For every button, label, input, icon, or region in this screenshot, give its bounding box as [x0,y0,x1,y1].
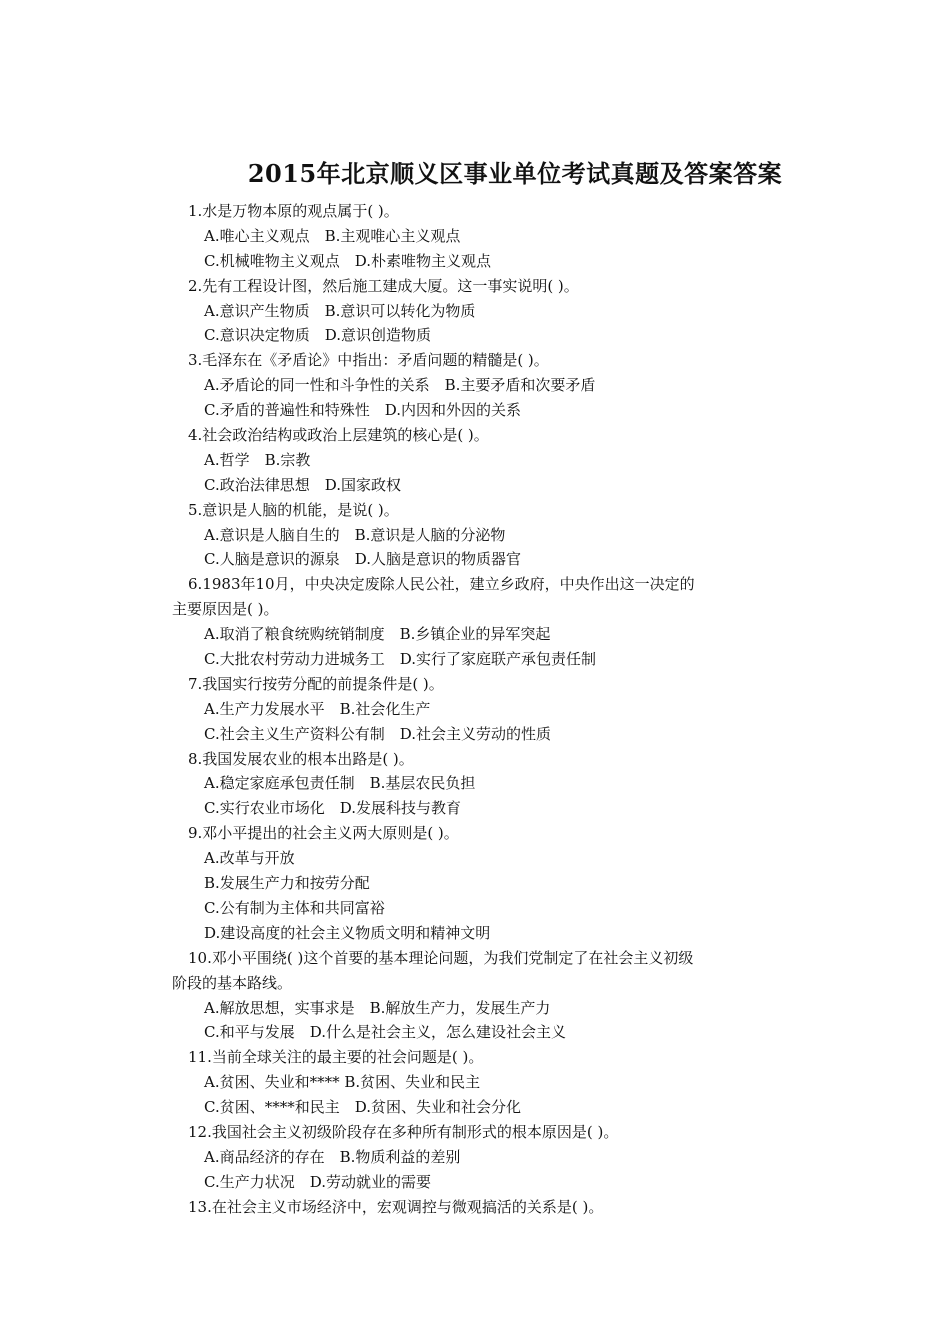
answer-options: C.机械唯物主义观点 D.朴素唯物主义观点 [204,251,491,270]
answer-options: A.哲学 B.宗教 [204,450,311,469]
answer-options: A.取消了粮食统购统销制度 B.乡镇企业的异军突起 [204,625,551,644]
answer-options: A.唯心主义观点 B.主观唯心主义观点 [204,226,461,245]
answer-options: C.人脑是意识的源泉 D.人脑是意识的物质器官 [204,550,521,569]
question-text: 8.我国发展农业的根本出路是( )。 [188,749,414,768]
answer-options: C.矛盾的普遍性和特殊性 D.内因和外因的关系 [204,401,521,420]
answer-options: A.商品经济的存在 B.物质利益的差别 [204,1147,461,1166]
answer-options: C.生产力状况 D.劳动就业的需要 [204,1172,431,1191]
answer-options: C.贫困、****和民主 D.贫困、失业和社会分化 [204,1098,521,1117]
answer-options: B.发展生产力和按劳分配 [204,874,370,893]
question-text: 4.社会政治结构或政治上层建筑的核心是( )。 [188,426,489,445]
answer-options: A.意识是人脑自生的 B.意识是人脑的分泌物 [204,525,506,544]
question-text: 13.在社会主义市场经济中，宏观调控与微观搞活的关系是( )。 [188,1197,604,1216]
answer-options: C.和平与发展 D.什么是社会主义，怎么建设社会主义 [204,1023,566,1042]
answer-options: A.改革与开放 [204,849,295,868]
answer-options: C.意识决定物质 D.意识创造物质 [204,326,431,345]
question-text: 5.意识是人脑的机能，是说( )。 [188,500,399,519]
answer-options: A.贫困、失业和**** B.贫困、失业和民主 [204,1073,481,1092]
question-text: 11.当前全球关注的最主要的社会问题是( )。 [188,1048,484,1067]
question-text: 2.先有工程设计图，然后施工建成大厦。这一事实说明( )。 [188,276,579,295]
page-title: 2015年北京顺义区事业单位考试真题及答案答案 [247,159,783,188]
answer-options: A.生产力发展水平 B.社会化生产 [204,699,431,718]
question-text: 9.邓小平提出的社会主义两大原则是( )。 [188,824,459,843]
question-text: 6.1983年10月，中央决定废除人民公社，建立乡政府，中央作出这一决定的 [188,575,695,594]
answer-options: A.意识产生物质 B.意识可以转化为物质 [204,301,476,320]
question-text: 1.水是万物本原的观点属于( )。 [188,202,399,220]
question-text: 10.邓小平围绕( )这个首要的基本理论问题，为我们党制定了在社会主义初级 [188,948,694,967]
question-text-continued: 主要原因是( )。 [172,600,279,619]
question-text: 12.我国社会主义初级阶段存在多种所有制形式的根本原因是( )。 [188,1122,619,1141]
answer-options: A.稳定家庭承包责任制 B.基层农民负担 [204,774,476,793]
answer-options: A.矛盾论的同一性和斗争性的关系 B.主要矛盾和次要矛盾 [204,376,596,395]
document-body [172,199,784,1220]
question-text-continued: 阶段的基本路线。 [172,973,293,992]
question-text: 3.毛泽东在《矛盾论》中指出：矛盾问题的精髓是( )。 [188,351,549,370]
answer-options: C.大批农村劳动力进城务工 D.实行了家庭联产承包责任制 [204,650,596,669]
answer-options: D.建设高度的社会主义物质文明和精神文明 [204,923,491,942]
answer-options: C.社会主义生产资料公有制 D.社会主义劳动的性质 [204,724,551,743]
answer-options: C.公有制为主体和共同富裕 [204,898,385,917]
answer-options: C.政治法律思想 D.国家政权 [204,475,401,494]
question-text: 7.我国实行按劳分配的前提条件是( )。 [188,674,444,693]
answer-options: A.解放思想，实事求是 B.解放生产力，发展生产力 [204,998,551,1017]
answer-options: C.实行农业市场化 D.发展科技与教育 [204,799,461,818]
